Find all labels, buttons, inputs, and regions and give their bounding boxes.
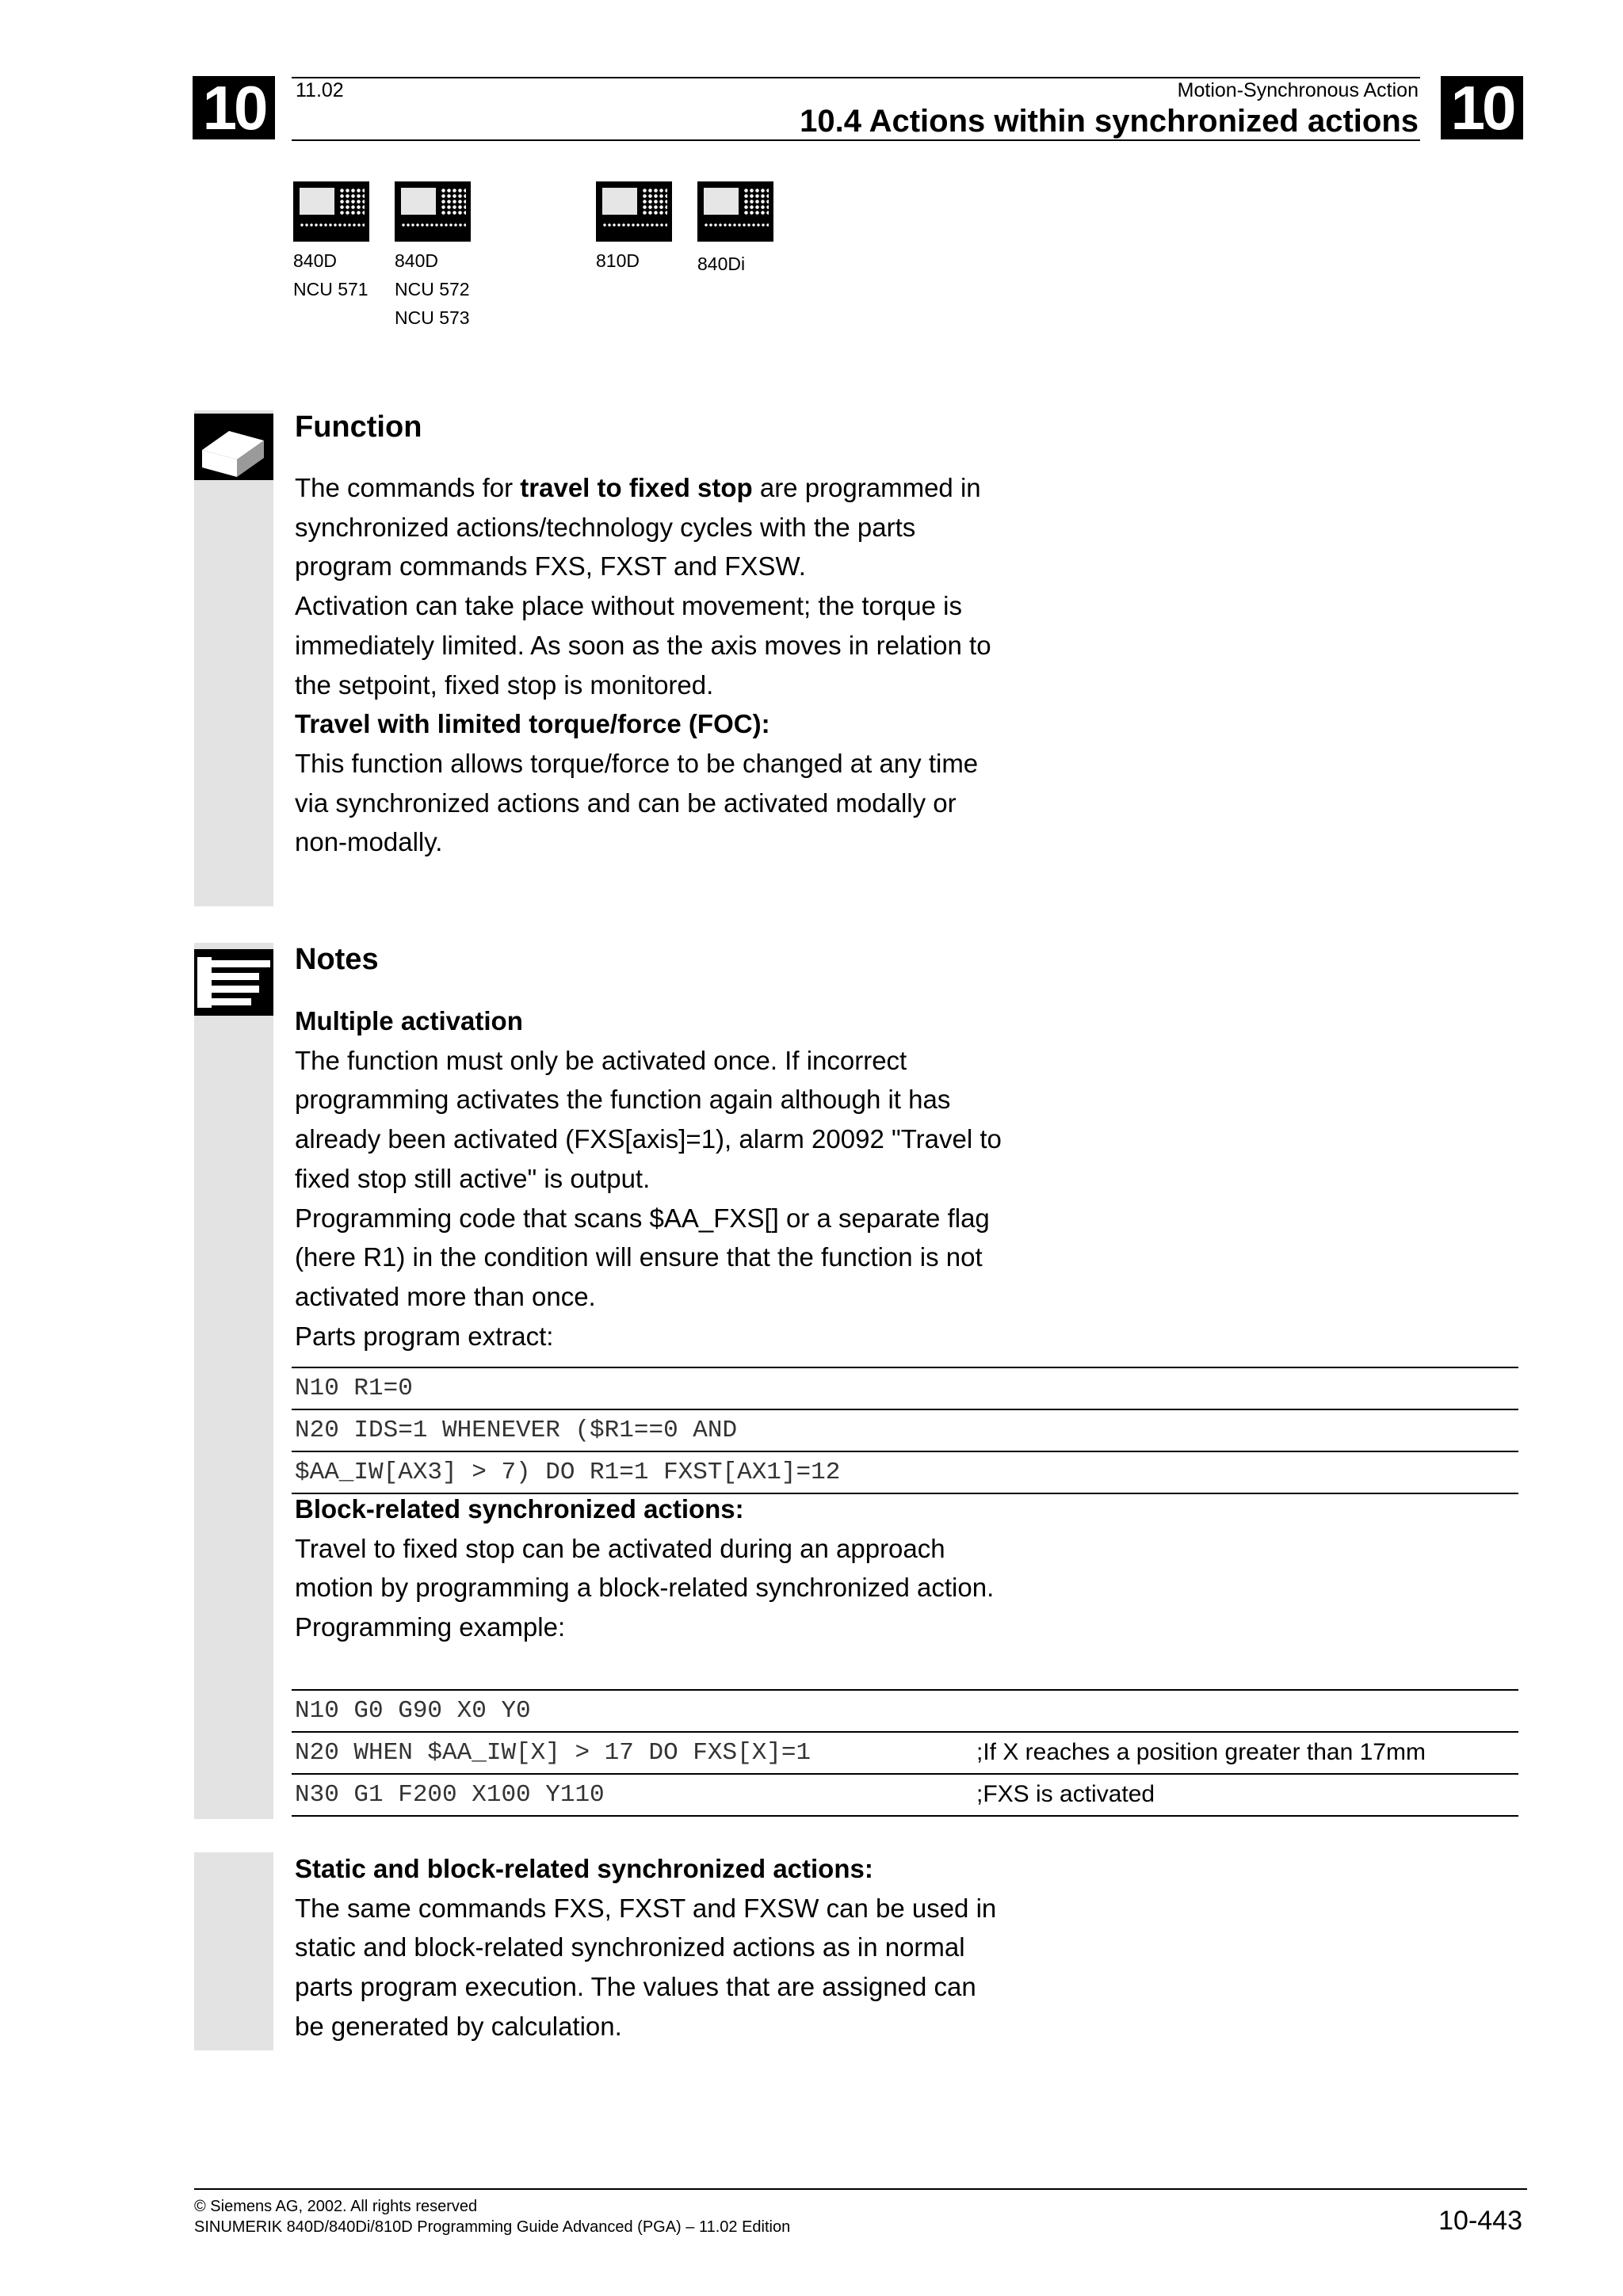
function-body (295, 468, 1008, 862)
notes-margin-bar (194, 943, 273, 1819)
code-row: N10 R1=0 (292, 1368, 1518, 1410)
code-row: N10 G0 G90 X0 Y0 (292, 1691, 1518, 1733)
controller-840d-ncu571-icon (293, 181, 369, 242)
code-row: N20 IDS=1 WHENEVER ($R1==0 AND (292, 1410, 1518, 1452)
foc-text: This function allows torque/force to be changed at any time via synchronized actions and can be activated modally or non-modally. (295, 748, 979, 857)
foc-heading: Travel with limited torque/force (FOC): (295, 709, 770, 739)
page-number: 10-443 (1438, 2206, 1522, 2236)
code-row: $AA_IW[AX3] > 7) DO R1=1 FXST[AX1]=12 (292, 1452, 1518, 1494)
extract-code-table (292, 1367, 1518, 1494)
static-heading: Static and block-related synchronized actions: (295, 1854, 873, 1883)
controller-840di-icon (697, 181, 773, 242)
page-title: 10.4 Actions within synchronized actions (800, 104, 1419, 139)
controller-label: 840Di (697, 254, 746, 274)
block-related-heading: Block-related synchronized actions: (295, 1494, 744, 1524)
notes-body-2 (295, 1489, 1008, 1647)
static-text: The same commands FXS, FXST and FXSW can be used in static and block-related synchronized actions as in normal parts program execution. The values that are assigned can be generated by calculation. (295, 1893, 997, 2041)
function-cube-icon (194, 414, 273, 480)
controller-810d-icon (596, 181, 672, 242)
controller-label: 840D NCU 572 NCU 573 (395, 250, 470, 328)
header-bottom-rule (292, 139, 1420, 141)
chapter-number-left: 10 (193, 76, 275, 139)
static-margin-bar (194, 1852, 273, 2050)
example-label: Programming example: (295, 1612, 566, 1642)
chapter-number-right: 10 (1441, 76, 1523, 139)
extract-label: Parts program extract: (295, 1321, 554, 1351)
header-section: Motion-Synchronous Action (1177, 79, 1419, 101)
function-heading: Function (295, 410, 422, 444)
multi-activation-heading: Multiple activation (295, 1006, 523, 1035)
header-top-rule (292, 77, 1420, 78)
function-margin-bar (194, 410, 273, 906)
notes-body-1 (295, 1001, 1008, 1356)
example-code-table (292, 1689, 1518, 1817)
footer-rule (194, 2188, 1527, 2190)
function-para-2: Activation can take place without movement; the torque is immediately limited. As soon as the axis moves in relation to the setpoint, fixed stop is monitored. (295, 591, 991, 700)
footer-document: SINUMERIK 840D/840Di/810D Programming Guide Advanced (PGA) – 11.02 Edition (194, 2218, 791, 2236)
notes-heading: Notes (295, 943, 379, 976)
controller-label: 810D (596, 250, 640, 271)
function-para-1: The commands for travel to fixed stop are programmed in synchronized actions/technology cycles with the parts program commands FXS, FXST and FXSW. (295, 473, 981, 582)
multi-activation-para-2: Programming code that scans $AA_FXS[] or a separate flag (here R1) in the condition will ensure that the function is not activated more than once. (295, 1203, 990, 1311)
multi-activation-para-1: The function must only be activated once. If incorrect programming activates the function again although it has already been activated (FXS[axis]=1), alarm 20092 "Travel to fixed stop still active" is output. (295, 1045, 1002, 1193)
block-related-text: Travel to fixed stop can be activated during an approach motion by programming a block-related synchronized action. (295, 1533, 995, 1603)
footer-copyright: © Siemens AG, 2002. All rights reserved (194, 2198, 478, 2215)
controller-840d-ncu572-icon (395, 181, 471, 242)
code-row: N30 G1 F200 X100 Y110 ;FXS is activated (292, 1775, 1518, 1817)
controller-label: 840D NCU 571 (293, 250, 369, 299)
code-row: N20 WHEN $AA_IW[X] > 17 DO FXS[X]=1 ;If X reaches a position greater than 17mm (292, 1733, 1518, 1775)
static-body (295, 1849, 1008, 2046)
pointing-hand-icon (194, 949, 273, 1016)
header-date: 11.02 (296, 79, 344, 101)
